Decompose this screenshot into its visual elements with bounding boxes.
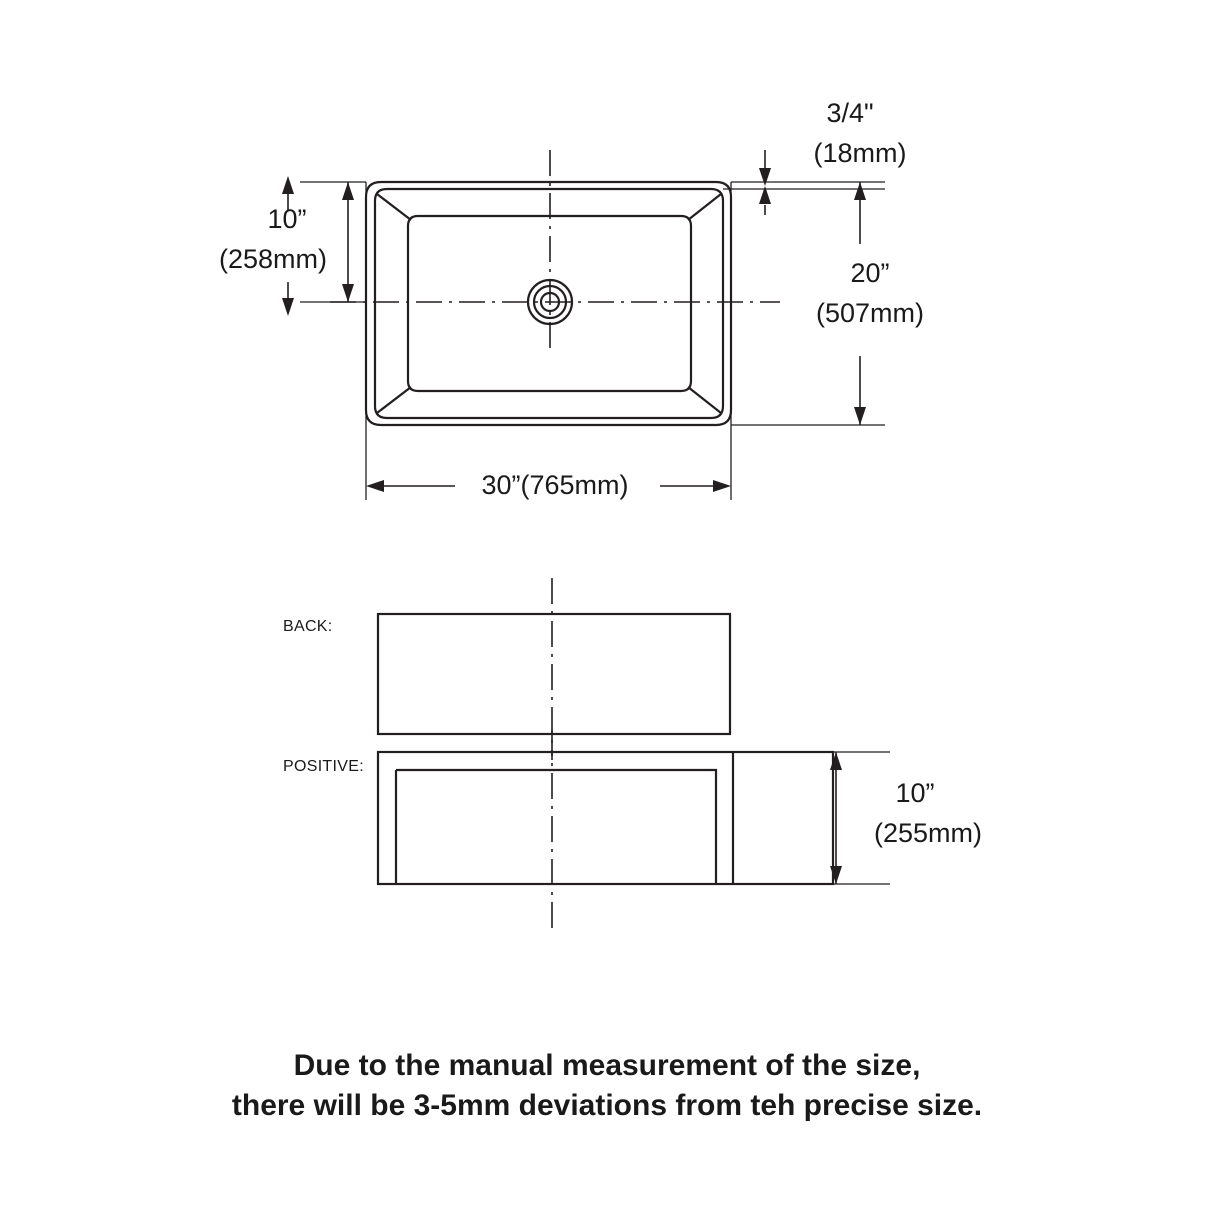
top-view-depth-label-line1: 20” [850,258,890,288]
top-view-offset-extension-lines [300,182,366,302]
top-view-offset-label-line1: 10” [267,204,307,234]
top-view-width-extension-lines [366,182,731,500]
top-view-rim-label-line2: (18mm) [813,138,907,168]
positive-view-height-label-line2: (255mm) [873,818,982,848]
back-view-body [378,614,730,734]
positive-view-body [378,752,833,884]
positive-view-label: POSITIVE: [283,758,364,775]
top-view-outer-body [366,182,731,425]
top-view-depth-label-line2: (507mm) [815,298,924,328]
disclaimer-note-line2: there will be 3-5mm deviations from teh precise size. [231,1089,983,1122]
back-view-label: BACK: [283,618,333,635]
top-view-width-label: 30”(765mm) [481,470,629,500]
top-view-centerlines [330,150,780,350]
top-view-rim-inner [375,189,723,418]
disclaimer-note-line1: Due to the manual measurement of the size, [293,1049,921,1082]
top-view-rim-label-line1: 3/4" [826,98,874,128]
positive-view-height-label-line1: 10” [895,778,935,808]
top-view-offset-label-line2: (258mm) [218,244,327,274]
top-view-bevel-lines [377,194,721,413]
